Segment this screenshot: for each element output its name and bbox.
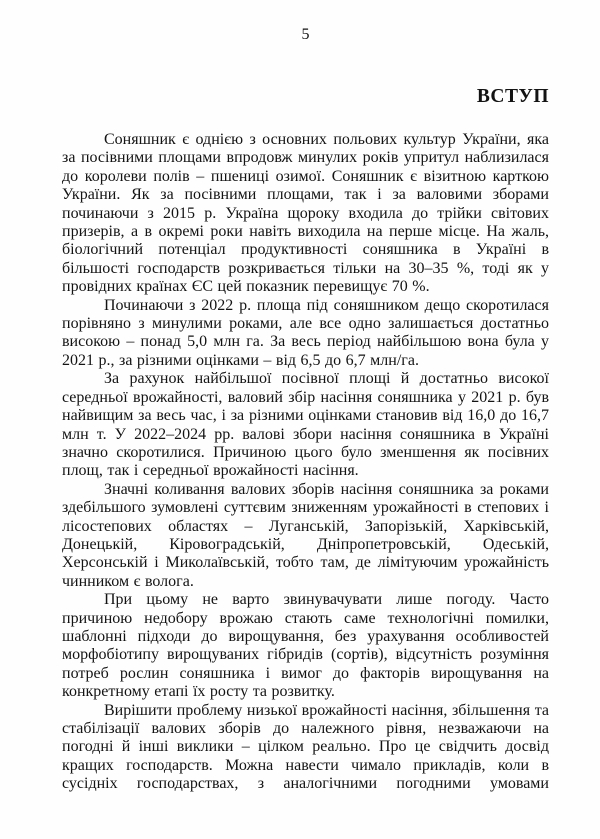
section-heading: ВСТУП <box>476 86 549 107</box>
paragraph: Соняшник є однією з основних польових культур України, яка за посівними площами впродовж минулих років упритул наблизилася до королеви полів – пшениці озимої. Соняшник є візитною карткою України. Як за посівними площами, так і за валовими зборами починаючи з 2015 р. Україна щороку входила до трійки світових призерів, а в окремі роки навіть виходила на перше місце. На жаль, біологічний потенціал продуктивності соняшника в Україні в більшості господарств розкривається тільки на 30–35 %, тоді як у провідних країнах ЄС цей показник перевищує 70 %. <box>62 131 549 296</box>
body-text <box>62 131 549 794</box>
paragraph: Значні коливання валових зборів насіння соняшника за роками здебільшого зумовлені суттєвим зниженням урожайності в степових і лісостепових областях – Луганській, Запорізькій, Харківській, Донецькій, Кіровоградській, Дніпропетровській, Одеській, Херсонській і Миколаївській, тобто там, де лімітуючим урожайність чинником є волога. <box>62 480 549 590</box>
paragraph: Вирішити проблему низької врожайності насіння, збільшення та стабілізації валових зборів до належного рівня, незважаючи на погодні й інші виклики – цілком реально. Про це свідчить досвід кращих господарств. Можна навести чимало прикладів, коли в сусідніх господарствах, з аналогічними погодними умовами <box>62 701 549 793</box>
paragraph: За рахунок найбільшої посівної площі й достатньо високої середньої врожайності, валовий збір насіння соняшника у 2021 р. був найвищим за весь час, і за різними оцінками становив від 16,0 до 16,7 млн т. У 2022–2024 рр. валові збори насіння соняшника в Україні значно скоротилися. Причиною цього було зменшення як посівних площ, так і середньої врожайності насіння. <box>62 370 549 480</box>
page-number: 5 <box>301 26 310 43</box>
paragraph: При цьому не варто звинувачувати лише погоду. Часто причиною недобору врожаю стають саме технологічні помилки, шаблонні підходи до вирощування, без урахування особливостей морфобіотипу вирощуваних гібридів (сортів), відсутність розуміння потреб рослин соняшника і вимог до факторів вирощування на конкретному етапі їх росту та розвитку. <box>62 591 549 701</box>
paragraph: Починаючи з 2022 р. площа під соняшником дещо скоротилася порівняно з минулими роками, але все одно залишається достатньо високою – понад 5,0 млн га. За весь період найбільшою вона була у 2021 р., за різними оцінками – від 6,5 до 6,7 млн/га. <box>62 296 549 369</box>
